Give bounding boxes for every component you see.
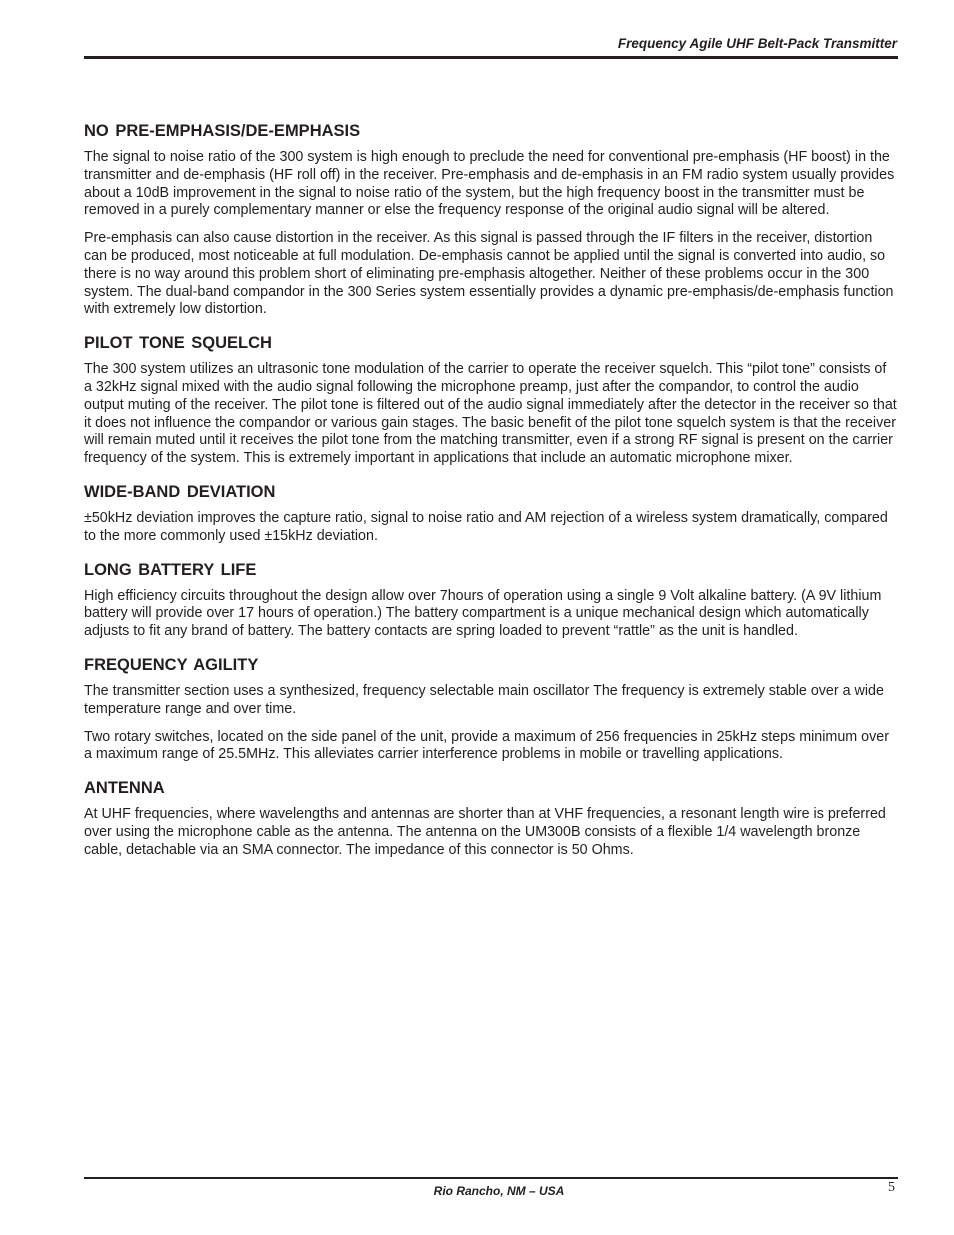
section-heading: PILOT TONE SQUELCH xyxy=(84,334,272,353)
section-heading: NO PRE-EMPHASIS/DE-EMPHASIS xyxy=(84,122,361,140)
section-frequency-agility xyxy=(84,653,898,764)
header-rule xyxy=(84,56,898,59)
body-paragraph: At UHF frequencies, where wavelengths and antennas are shorter than at VHF frequencies, a resonant length wire is preferred over using the microphone cable as the antenna. The antenna on the UM300B consists of a flexible 1/4 wavelength bronze cable, detachable via an SMA connector. The impedance of this connector is 50 Ohms. xyxy=(84,806,886,858)
section-heading: LONG BATTERY LIFE xyxy=(84,560,257,579)
section-heading: WIDE-BAND DEVIATION xyxy=(84,482,276,501)
running-header-title: Frequency Agile UHF Belt-Pack Transmitter xyxy=(617,36,897,51)
page-body xyxy=(84,119,898,872)
section-wide-band-deviation xyxy=(84,480,898,546)
body-paragraph: The signal to noise ratio of the 300 system is high enough to preclude the need for conventional pre-emphasis (HF boost) in the transmitter and de-emphasis (HF roll off) in the receiver. Pre-emphasis and de-emphasis in an FM radio system usually provides about a 10dB improvement in the signal to noise ratio of the system, but the high frequency boost in the transmitter must be removed in a purely complementary manner or else the frequency response of the original audio signal will be altered. xyxy=(84,149,895,219)
section-long-battery-life xyxy=(84,558,898,641)
section-antenna xyxy=(84,776,898,859)
footer-location: Rio Rancho, NM – USA xyxy=(433,1184,565,1198)
section-heading: ANTENNA xyxy=(84,779,165,798)
body-paragraph: The transmitter section uses a synthesized, frequency selectable main oscillator The frequency is extremely stable over a wide temperature range and over time. xyxy=(84,682,884,717)
section-pilot-tone-squelch xyxy=(84,331,898,468)
body-paragraph: The 300 system utilizes an ultrasonic tone modulation of the carrier to operate the receiver squelch. This “pilot tone” consists of a 32kHz signal mixed with the audio signal following the microphone preamp, just after the compandor, to control the audio output muting of the receiver. The pilot tone is filtered out of the audio signal immediately after the detector in the receiver so that it does not influence the compandor or various gain stages. The basic benefit of the pilot tone squelch system is that the receiver will remain muted until it receives the pilot tone from the matching transmitter, even if a strong RF signal is present on the carrier frequency of the system. This is extremely important in applications that include an automatic microphone mixer. xyxy=(84,361,897,467)
body-paragraph: High efficiency circuits throughout the design allow over 7hours of operation using a single 9 Volt alkaline battery. (A 9V lithium battery will provide over 17 hours of operation.) The battery compartment is a unique mechanical design which automatically adjusts to fit any brand of battery. The battery contacts are spring loaded to prevent “rattle” as the unit is handled. xyxy=(84,587,882,640)
body-paragraph: Pre-emphasis can also cause distortion in the receiver. As this signal is passed through the IF filters in the receiver, distortion can be produced, most noticeable at full modulation. De-emphasis cannot be applied until the signal is converted into audio, so there is no way around this problem short of eliminating pre-emphasis altogether. Neither of these problems occur in the 300 system. The dual-band compandor in the 300 Series system essentially provides a dynamic pre-emphasis/de-emphasis function with extremely low distortion. xyxy=(84,230,894,318)
section-heading: FREQUENCY AGILITY xyxy=(84,655,259,674)
body-paragraph: ±50kHz deviation improves the capture ratio, signal to noise ratio and AM rejection of a wireless system dramatically, compared to the more commonly used ±15kHz deviation. xyxy=(84,509,888,544)
section-no-pre-emphasis xyxy=(84,119,898,319)
page-number: 5 xyxy=(888,1180,895,1195)
body-paragraph: Two rotary switches, located on the side panel of the unit, provide a maximum of 256 frequencies in 25kHz steps minimum over a maximum range of 25.5MHz. This alleviates carrier interference problems in mobile or travelling applications. xyxy=(84,728,889,763)
footer-rule xyxy=(84,1177,898,1179)
